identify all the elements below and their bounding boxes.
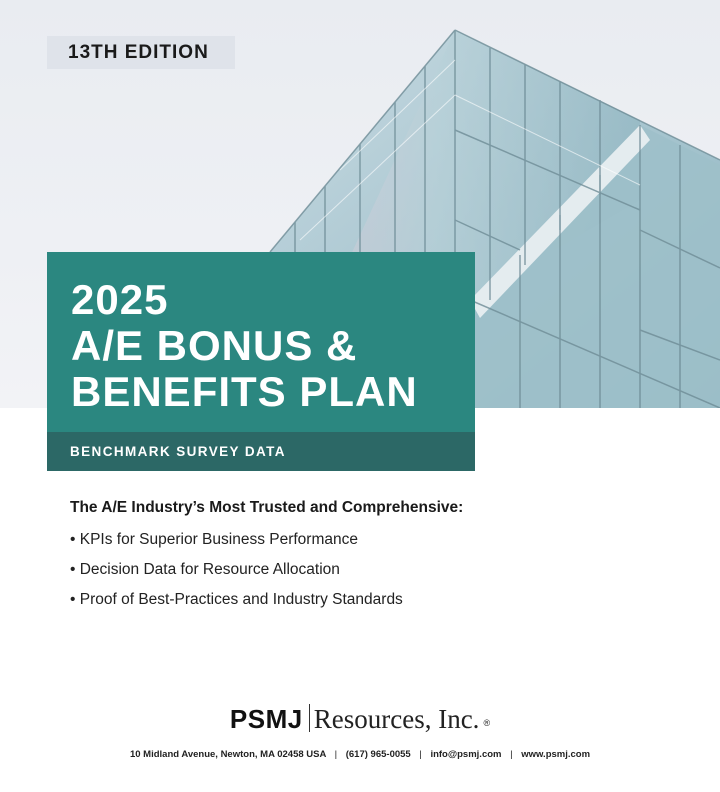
intro-heading: The A/E Industry’s Most Trusted and Comprehensive: xyxy=(70,499,464,516)
publisher-logo xyxy=(0,704,720,735)
separator: | xyxy=(510,749,513,760)
separator: | xyxy=(419,749,422,760)
address: 10 Midland Avenue, Newton, MA 02458 USA xyxy=(129,749,326,760)
phone: (617) 965-0055 xyxy=(345,749,411,760)
company-name: Resources, Inc. xyxy=(313,704,480,734)
registered-mark: ® xyxy=(483,718,491,728)
website-link[interactable]: www.psmj.com xyxy=(521,749,591,760)
list-item: • Proof of Best-Practices and Industry Standards xyxy=(70,591,403,608)
title-line-year: 2025 xyxy=(71,276,169,323)
feature-list xyxy=(70,530,403,620)
list-item: • KPIs for Superior Business Performance xyxy=(70,531,358,548)
contact-line xyxy=(0,749,720,760)
title-line-topic: A/E BONUS & xyxy=(71,322,358,369)
title-line-plan: BENEFITS PLAN xyxy=(71,368,418,415)
title-box xyxy=(47,252,475,432)
email-link[interactable]: info@psmj.com xyxy=(430,749,502,760)
logo-divider xyxy=(309,704,310,732)
list-item: • Decision Data for Resource Allocation xyxy=(70,561,340,578)
subtitle-bar: BENCHMARK SURVEY DATA xyxy=(47,432,475,471)
separator: | xyxy=(334,749,338,760)
logo-mark: PSMJ xyxy=(229,704,303,734)
edition-badge: 13TH EDITION xyxy=(47,36,235,69)
